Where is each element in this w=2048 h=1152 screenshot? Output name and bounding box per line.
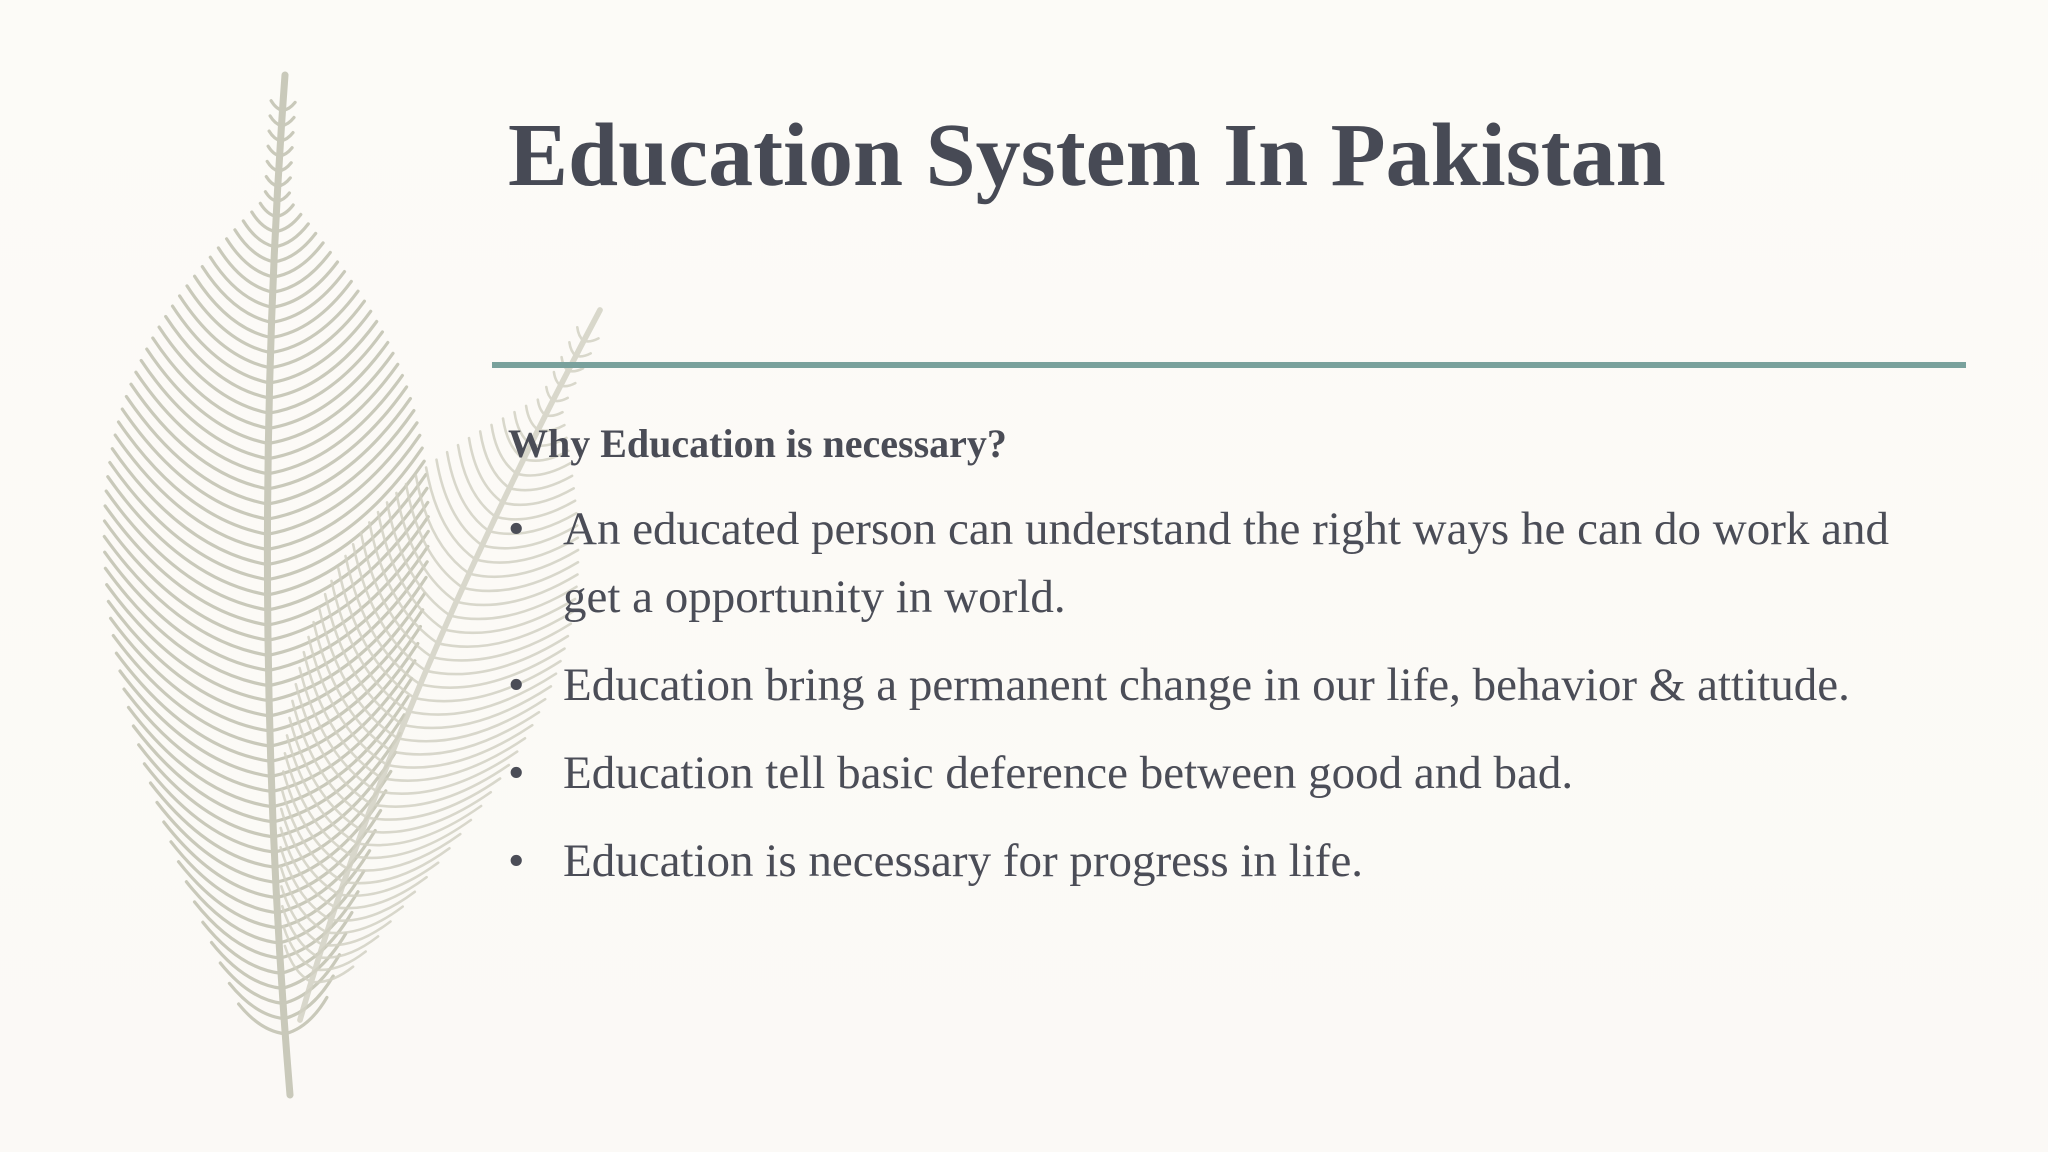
bullet-item xyxy=(508,827,1948,895)
bullet-text: Education tell basic deference between good and bad. xyxy=(563,747,1574,799)
bullet-dot-icon: • xyxy=(508,503,525,555)
bullet-text: Education bring a permanent change in our life, behavior & attitude. xyxy=(563,659,1850,711)
bullet-text: Education is necessary for progress in life. xyxy=(563,835,1364,887)
title-divider xyxy=(492,362,1966,368)
bullet-list xyxy=(508,495,1948,915)
bullet-item xyxy=(508,739,1948,807)
bullet-dot-icon: • xyxy=(508,659,525,711)
bullet-text: An educated person can understand the right ways he can do work and get a opportunity in world. xyxy=(563,503,1890,623)
slide-title: Education System In Pakistan xyxy=(508,106,1666,205)
section-subheading: Why Education is necessary? xyxy=(508,421,1007,466)
bullet-dot-icon: • xyxy=(508,747,525,799)
bullet-dot-icon: • xyxy=(508,835,525,887)
feather-large-icon xyxy=(104,75,428,1095)
bullet-item xyxy=(508,651,1948,719)
bullet-item xyxy=(508,495,1948,631)
